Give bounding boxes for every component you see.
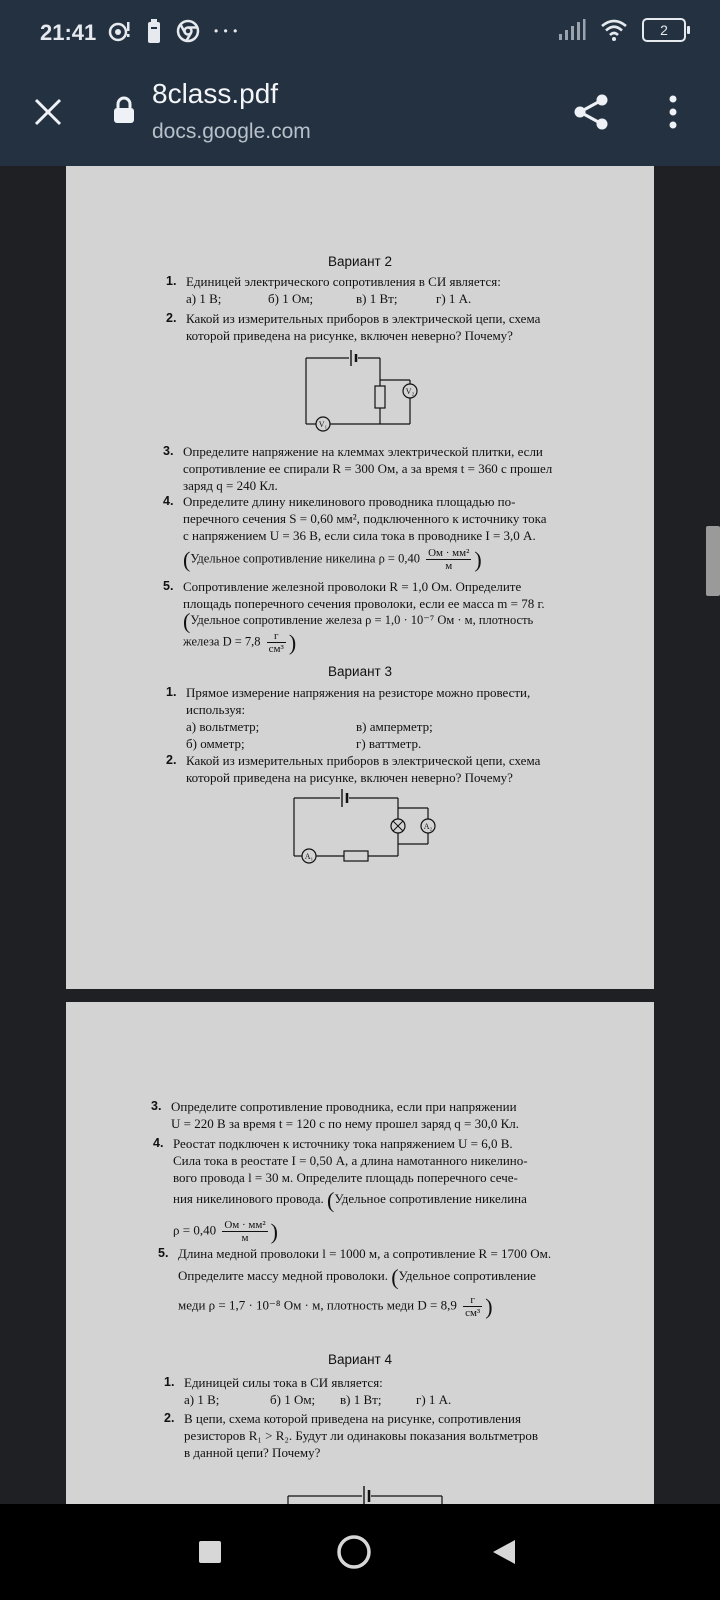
v2-question-3 — [163, 443, 553, 494]
document-title: 8class.pdf — [152, 78, 279, 109]
question-line: Определите напряжение на клеммах электрической плитки, если — [183, 444, 543, 459]
question-line: Определите массу медной проволоки. (Удельное сопротивление — [178, 1264, 536, 1290]
p2-question-5 — [158, 1245, 552, 1319]
status-bar — [0, 0, 720, 68]
share-button[interactable] — [567, 88, 615, 136]
p2-question-4 — [153, 1135, 528, 1244]
question-text: Единицей силы тока в СИ является: — [184, 1375, 383, 1390]
p2-question-3 — [151, 1098, 519, 1132]
question-number: 5. — [163, 579, 174, 593]
question-line: Какой из измерительных приборов в электрической цепи, схема — [186, 753, 541, 768]
question-line: перечного сечения S = 0,60 мм², подключенного к источнику тока — [183, 511, 547, 526]
question-line: Определите длину никелинового проводника площадью по- — [183, 494, 516, 509]
option-d: г) 1 А. — [416, 1392, 452, 1407]
option-d: г) 1 А. — [436, 291, 472, 306]
status-notification-icons — [108, 18, 238, 44]
scrollbar-thumb[interactable] — [706, 526, 720, 596]
meter-label: V₁ — [318, 420, 328, 429]
v4-question-2 — [164, 1410, 539, 1461]
v2-circuit-diagram — [296, 346, 426, 436]
question-line: заряд q = 240 Кл. — [183, 478, 278, 493]
battery-saver-icon — [146, 18, 162, 44]
option-c: в) 1 Вт; — [356, 291, 398, 306]
v3-question-1 — [166, 684, 531, 752]
unit-fraction: $\frac{г}{\text{см³}}$ — [268, 629, 284, 655]
question-note: (Удельное сопротивление железа ρ = 1,0 · 10⁻⁷ Ом · м, плотность — [183, 608, 534, 634]
v4-circuit-diagram — [286, 1478, 446, 1504]
option-c: в) 1 Вт; — [340, 1392, 382, 1407]
question-line: В цепи, схема которой приведена на рисунке, сопротивления — [184, 1411, 521, 1426]
home-button[interactable] — [334, 1532, 374, 1572]
question-number: 1. — [164, 1375, 175, 1389]
variant-2-heading: Вариант 2 — [328, 254, 392, 269]
variant-3-heading: Вариант 3 — [328, 664, 392, 679]
options-row: а) вольтметр; в) амперметр; — [186, 719, 433, 734]
recent-apps-button[interactable] — [190, 1532, 230, 1572]
battery-icon — [642, 18, 686, 42]
meter-label: A₁ — [304, 852, 314, 861]
question-line: которой приведена на рисунке, включен неверно? Почему? — [186, 328, 513, 343]
v4-q1-options — [184, 1392, 451, 1408]
question-line: в данной цепи? Почему? — [184, 1445, 321, 1460]
signal-icon — [558, 19, 586, 41]
question-number: 2. — [166, 753, 177, 767]
question-line: которой приведена на рисунке, включен неверно? Почему? — [186, 770, 513, 785]
question-number: 3. — [163, 444, 174, 458]
question-line: ния никелинового провода. (Удельное сопротивление никелина — [173, 1187, 527, 1213]
question-line: Прямое измерение напряжения на резисторе можно провести, — [186, 685, 531, 700]
question-line: сопротивление ее спирали R = 300 Ом, а за время t = 360 с прошел — [183, 461, 553, 476]
status-system-icons — [558, 18, 686, 42]
question-line: U = 220 В за время t = 120 с по нему прошел заряд q = 30,0 Кл. — [171, 1116, 519, 1131]
resistor-icon — [344, 851, 368, 861]
question-number: 2. — [166, 311, 177, 325]
note-text: Удельное сопротивление никелина ρ = 0,40 — [190, 551, 420, 566]
question-number: 2. — [164, 1411, 175, 1425]
v2-question-1 — [166, 273, 501, 290]
question-line: резисторов R₁ > R₂. Будут ли одинаковы показания вольтметров — [184, 1428, 539, 1443]
pdf-page-2 — [66, 1002, 654, 1504]
v2-question-2 — [166, 310, 541, 344]
chrome-icon — [176, 19, 200, 43]
unit-fraction: $\frac{\text{Ом · мм²}}{м}$ — [428, 547, 470, 572]
question-line: Определите сопротивление проводника, если при напряжении — [171, 1099, 517, 1114]
question-number: 4. — [153, 1136, 164, 1150]
option-a: а) 1 В; — [186, 291, 222, 306]
option-b: б) 1 Ом; — [268, 291, 314, 306]
meter-label: V₂ — [405, 387, 415, 396]
v3-circuit-diagram — [288, 784, 448, 868]
question-note: железа D = 7,8 $\frac{г}{\text{см³}}$ ) — [183, 629, 297, 655]
more-options-button[interactable] — [655, 88, 691, 136]
app-bar — [0, 68, 720, 166]
option-a: а) 1 В; — [184, 1392, 220, 1407]
share-icon — [571, 92, 611, 132]
pdf-viewer[interactable] — [0, 166, 720, 1504]
v2-q1-options — [186, 291, 471, 307]
question-text: Единицей электрического сопротивления в СИ является: — [186, 274, 501, 289]
unit-fraction: $\frac{\text{Ом · мм²}}{м}$ — [224, 1218, 266, 1244]
v2-question-5 — [163, 578, 545, 655]
back-button[interactable] — [484, 1532, 524, 1572]
question-line: с напряжением U = 36 В, если сила тока в проводнике I = 3,0 А. — [183, 528, 536, 543]
options-row: б) омметр; г) ваттметр. — [186, 736, 422, 751]
v3-question-2 — [166, 752, 541, 786]
question-line: вого провода l = 30 м. Определите площадь поперечного сече- — [173, 1170, 518, 1185]
close-button[interactable] — [28, 92, 68, 132]
close-icon — [33, 97, 63, 127]
lock-icon — [113, 96, 135, 124]
circle-icon — [335, 1533, 373, 1571]
question-line: Сила тока в реостате I = 0,50 А, а длина намотанного никелино- — [173, 1153, 528, 1168]
option-b: б) 1 Ом; — [270, 1392, 316, 1407]
question-line: площадь поперечного сечения проволоки, если ее масса m = 78 г. — [183, 596, 545, 611]
question-number: 1. — [166, 274, 177, 288]
variant-4-heading: Вариант 4 — [328, 1352, 392, 1367]
question-number: 1. — [166, 685, 177, 699]
question-line: используя: — [186, 702, 246, 717]
wifi-icon — [600, 18, 628, 42]
note-text: Удельное сопротивление — [398, 1268, 536, 1283]
question-note: ρ = 0,40 $\frac{\text{Ом · мм²}}{м}$ ) — [173, 1218, 278, 1244]
question-note: меди ρ = 1,7 · 10⁻⁸ Ом · м, плотность меди D = 8,9 $\frac{г}{\text{см³}}$ ) — [178, 1293, 493, 1319]
battery-level: 2 — [660, 22, 668, 38]
unit-fraction: $\frac{г}{\text{см³}}$ — [465, 1293, 481, 1319]
question-number: 5. — [158, 1246, 169, 1260]
more-notifications-indicator: • • • — [214, 24, 239, 38]
document-host: docs.google.com — [152, 120, 311, 143]
square-icon — [197, 1539, 223, 1565]
question-note: (Удельное сопротивление никелина ρ = 0,40 $\frac{\text{Ом · мм²}}{м}$ ) — [183, 547, 482, 572]
notification-icon — [108, 19, 132, 43]
question-line: Длина медной проволоки l = 1000 м, а сопротивление R = 1700 Ом. — [178, 1246, 552, 1261]
meter-label: A₂ — [423, 822, 433, 831]
question-line: Реостат подключен к источнику тока напряжением U = 6,0 В. — [173, 1136, 513, 1151]
back-triangle-icon — [491, 1538, 517, 1566]
note-text: Удельное сопротивление никелина — [334, 1191, 527, 1206]
question-line: Сопротивление железной проволоки R = 1,0 Ом. Определите — [183, 579, 522, 594]
v2-question-4 — [163, 493, 547, 572]
status-time: 21:41 — [40, 20, 97, 45]
more-vert-icon — [668, 95, 678, 129]
question-number: 4. — [163, 494, 174, 508]
question-number: 3. — [151, 1099, 162, 1113]
navigation-bar — [0, 1504, 720, 1600]
pdf-page-1 — [66, 166, 654, 989]
v4-question-1 — [164, 1374, 383, 1391]
question-line: Какой из измерительных приборов в электрической цепи, схема — [186, 311, 541, 326]
